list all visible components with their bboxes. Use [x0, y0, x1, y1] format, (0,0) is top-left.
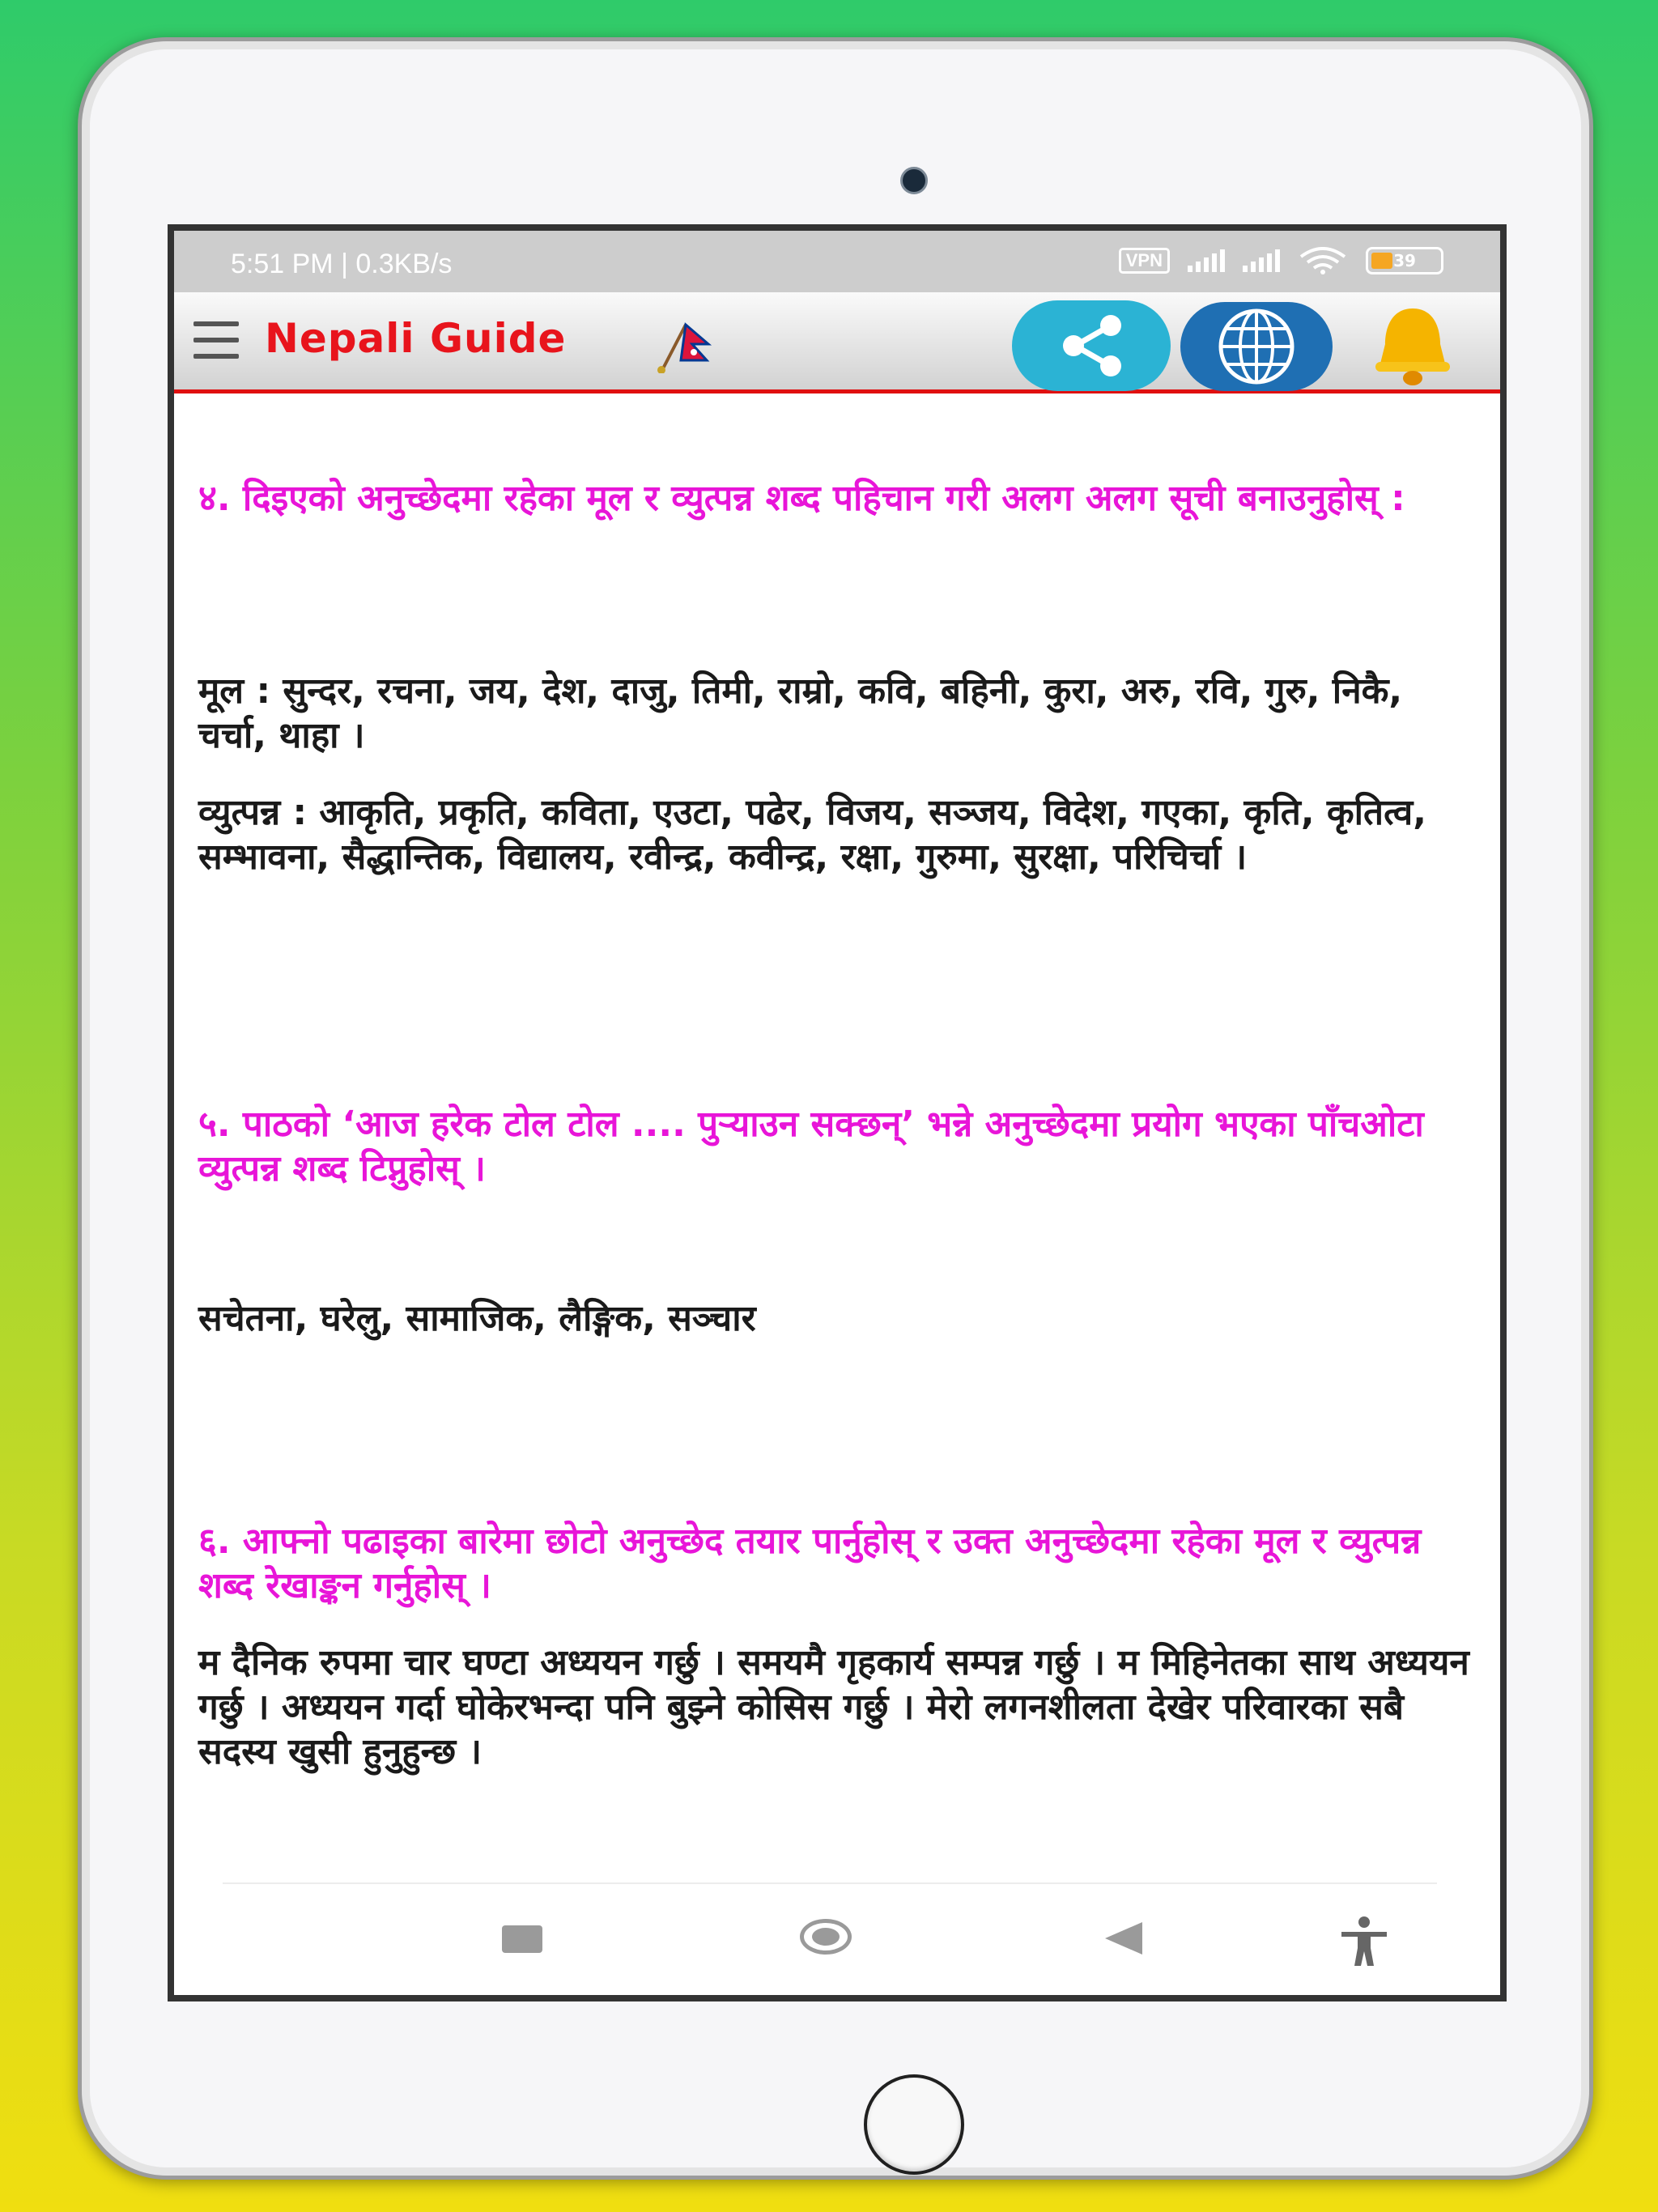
- share-button[interactable]: [1012, 300, 1171, 391]
- nepal-flag-icon: [650, 317, 715, 373]
- answer-6: म दैनिक रुपमा चार घण्टा अध्ययन गर्छु । समयमै गृहकार्य सम्पन्न गर्छु । म मिहिनेतका साथ अध्ययन गर्छु । अध्ययन गर्दा घोकेरभन्दा पनि बुझ्ने कोसिस गर्छु । मेरो लगनशीलता देखेर परिवारका सबै सदस्य खुसी हुनुहुन्छ ।: [198, 1642, 1469, 1772]
- bell-icon: [1348, 300, 1477, 391]
- battery-level: 39: [1393, 251, 1416, 270]
- signal-icon-2: [1243, 249, 1280, 272]
- share-icon: [1012, 300, 1171, 391]
- answer-5: सचेतना, घरेलु, सामाजिक, लैङ्गिक, सञ्चार: [198, 1298, 756, 1339]
- navigation-bar: [174, 1887, 1500, 1995]
- battery-icon: [1366, 247, 1443, 274]
- nav-divider: [223, 1882, 1437, 1884]
- question-5: ५. पाठको ‘आज हरेक टोल टोल .... पुऱ्याउन सक्छन्’ भन्ने अनुच्छेदमा प्रयोग भएका पाँचओटा व्युत्पन्न शब्द टिप्नुहोस् ।: [198, 1104, 1424, 1189]
- camera-icon: [900, 167, 928, 194]
- hardware-home-button[interactable]: [864, 2074, 964, 2175]
- answer-4-vyutpanna: व्युत्पन्न : आकृति, प्रकृति, कविता, एउटा, पढेर, विजय, सञ्जय, विदेश, गएका, कृति, कृतित्व, सम्भावना, सैद्धान्तिक, विद्यालय, रवीन्द्र, कवीन्द्र, रक्षा, गुरुमा, सुरक्षा, परिचिर्चा ।: [198, 792, 1426, 878]
- question-6: ६. आफ्नो पढाइका बारेमा छोटो अनुच्छेद तयार पार्नुहोस् र उक्त अनुच्छेदमा रहेका मूल र व्युत्पन्न शब्द रेखाङ्कन गर्नुहोस् ।: [198, 1521, 1422, 1606]
- content-area: [174, 393, 1500, 1882]
- globe-icon: [1180, 302, 1333, 391]
- home-icon[interactable]: [800, 1919, 852, 1955]
- notification-button[interactable]: [1348, 300, 1477, 391]
- menu-icon[interactable]: [193, 321, 239, 359]
- vpn-badge: VPN: [1119, 248, 1170, 274]
- status-bar: [174, 231, 1500, 292]
- globe-button[interactable]: [1180, 302, 1333, 391]
- recent-apps-icon[interactable]: [502, 1925, 542, 1953]
- app-bar: [174, 292, 1500, 393]
- device-screen: [168, 224, 1507, 2001]
- question-4: ४. दिइएको अनुच्छेदमा रहेका मूल र व्युत्पन्न शब्द पहिचान गरी अलग अलग सूची बनाउनुहोस् :: [198, 478, 1405, 519]
- status-time: 5:51 PM | 0.3KB/s: [231, 249, 453, 279]
- app-title: Nepali Guide: [265, 315, 567, 362]
- status-indicators: [1119, 247, 1443, 274]
- back-icon[interactable]: [1105, 1922, 1142, 1955]
- answer-4-mool: मूल : सुन्दर, रचना, जय, देश, दाजु, तिमी, राम्रो, कवि, बहिनी, कुरा, अरु, रवि, गुरु, निकै, चर्चा, थाहा ।: [198, 670, 1403, 756]
- signal-icon: [1188, 249, 1225, 272]
- accessibility-icon[interactable]: [1332, 1916, 1397, 1967]
- wifi-icon: [1298, 247, 1348, 274]
